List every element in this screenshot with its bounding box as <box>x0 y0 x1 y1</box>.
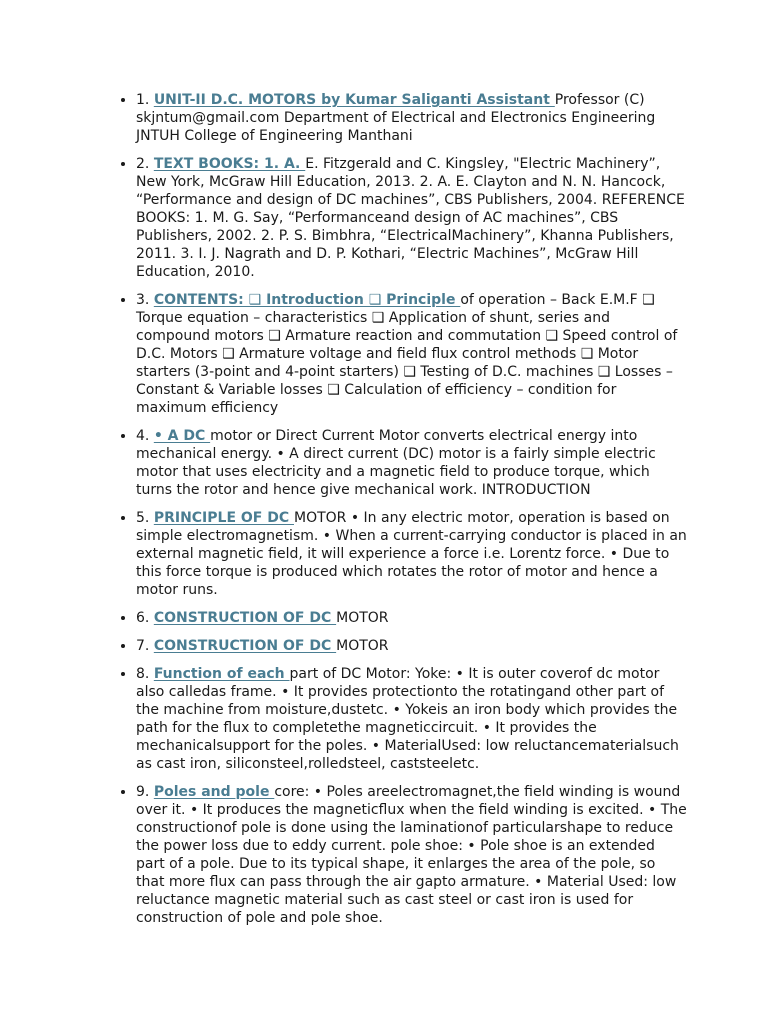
list-item <box>136 665 688 773</box>
item-link[interactable]: Function of each <box>153 666 290 682</box>
item-number: 3. <box>136 292 154 308</box>
item-number: 2. <box>136 156 154 172</box>
item-link[interactable]: TEXT BOOKS: 1. A. <box>153 156 306 172</box>
item-text: core: • Poles areelectromagnet,the field winding is wound over it. • It produces the magneticflux when the field winding is excited. • The constructionof pole is done using the laminationof particularshape to reduce the power loss due to eddy current. pole shoe: • Pole shoe is an extended part of a pole. Due to its typical shape, it enlarges the area of the pole, so that more flux can pass through the air gapto armature. • Material Used: low reluctance magnetic material such as cast steel or cast iron is used for construction of pole and pole shoe. <box>136 784 687 926</box>
slide-list <box>0 91 688 937</box>
item-number: 4. <box>136 428 154 444</box>
item-text: part of DC Motor: Yoke: • It is outer coverof dc motor also calledas frame. • It provides protectionto the rotatingand other part of the machine from moisture,dustetc. • Yokeis an iron body which provides the path for the flux to completethe magneticcircuit. • It provides the mechanicalsupport for the poles. • MaterialUsed: low reluctancematerialsuch as cast iron, siliconsteel,rolledsteel, caststeeletc. <box>136 666 679 772</box>
list-item <box>136 291 688 417</box>
item-text: Professor (C) skjntum@gmail.com Department of Electrical and Electronics Engineering JNTUH College of Engineering Manthani <box>136 92 656 144</box>
item-number: 1. <box>136 92 154 108</box>
list-item <box>136 427 688 499</box>
list-item <box>136 783 688 927</box>
item-link[interactable]: CONTENTS: ❑ Introduction ❑ Principle <box>153 292 461 308</box>
item-text: E. Fitzgerald and C. Kingsley, "Electric Machinery”, New York, McGraw Hill Education, 2013. 2. A. E. Clayton and N. N. Hancock, “Performance and design of DC machines”, CBS Publishers, 2004. REFERENCE BOOKS: 1. M. G. Say, “Performanceand design of AC machines”, CBS Publishers, 2002. 2. P. S. Bimbhra, “ElectricalMachinery”, Khanna Publishers, 2011. 3. I. J. Nagrath and D. P. Kothari, “Electric Machines”, McGraw Hill Education, 2010. <box>136 156 685 280</box>
item-number: 8. <box>136 666 154 682</box>
item-text: motor or Direct Current Motor converts electrical energy into mechanical energy. • A direct current (DC) motor is a fairly simple electric motor that uses electricity and a magnetic field to produce torque, which turns the rotor and hence give mechanical work. INTRODUCTION <box>136 428 656 498</box>
item-link[interactable]: CONSTRUCTION OF DC <box>153 610 337 626</box>
item-text: MOTOR <box>336 610 389 626</box>
item-text: MOTOR • In any electric motor, operation is based on simple electromagnetism. • When a current-carrying conductor is placed in an external magnetic field, it will experience a force i.e. Lorentz force. • Due to this force torque is produced which rotates the rotor of motor and hence a motor runs. <box>136 510 687 598</box>
item-number: 5. <box>136 510 154 526</box>
list-item <box>136 609 688 627</box>
item-text: MOTOR <box>336 638 389 654</box>
item-link[interactable]: UNIT-II D.C. MOTORS by Kumar Saliganti Assistant <box>153 92 555 108</box>
item-text: of operation – Back E.M.F ❑ Torque equation – characteristics ❑ Application of shunt, series and compound motors ❑ Armature reaction and commutation ❑ Speed control of D.C. Motors ❑ Armature voltage and field flux control methods ❑ Motor starters (3-point and 4-point starters) ❑ Testing of D.C. machines ❑ Losses – Constant & Variable losses ❑ Calculation of efficiency – condition for maximum efficiency <box>136 292 678 416</box>
item-number: 6. <box>136 610 154 626</box>
list-item <box>136 155 688 281</box>
item-number: 9. <box>136 784 154 800</box>
list-item <box>136 91 688 145</box>
item-link[interactable]: CONSTRUCTION OF DC <box>153 638 337 654</box>
item-link[interactable]: • A DC <box>153 428 211 444</box>
item-link[interactable]: Poles and pole <box>153 784 275 800</box>
item-link[interactable]: PRINCIPLE OF DC <box>153 510 294 526</box>
list-item <box>136 509 688 599</box>
list-item <box>136 637 688 655</box>
item-number: 7. <box>136 638 154 654</box>
